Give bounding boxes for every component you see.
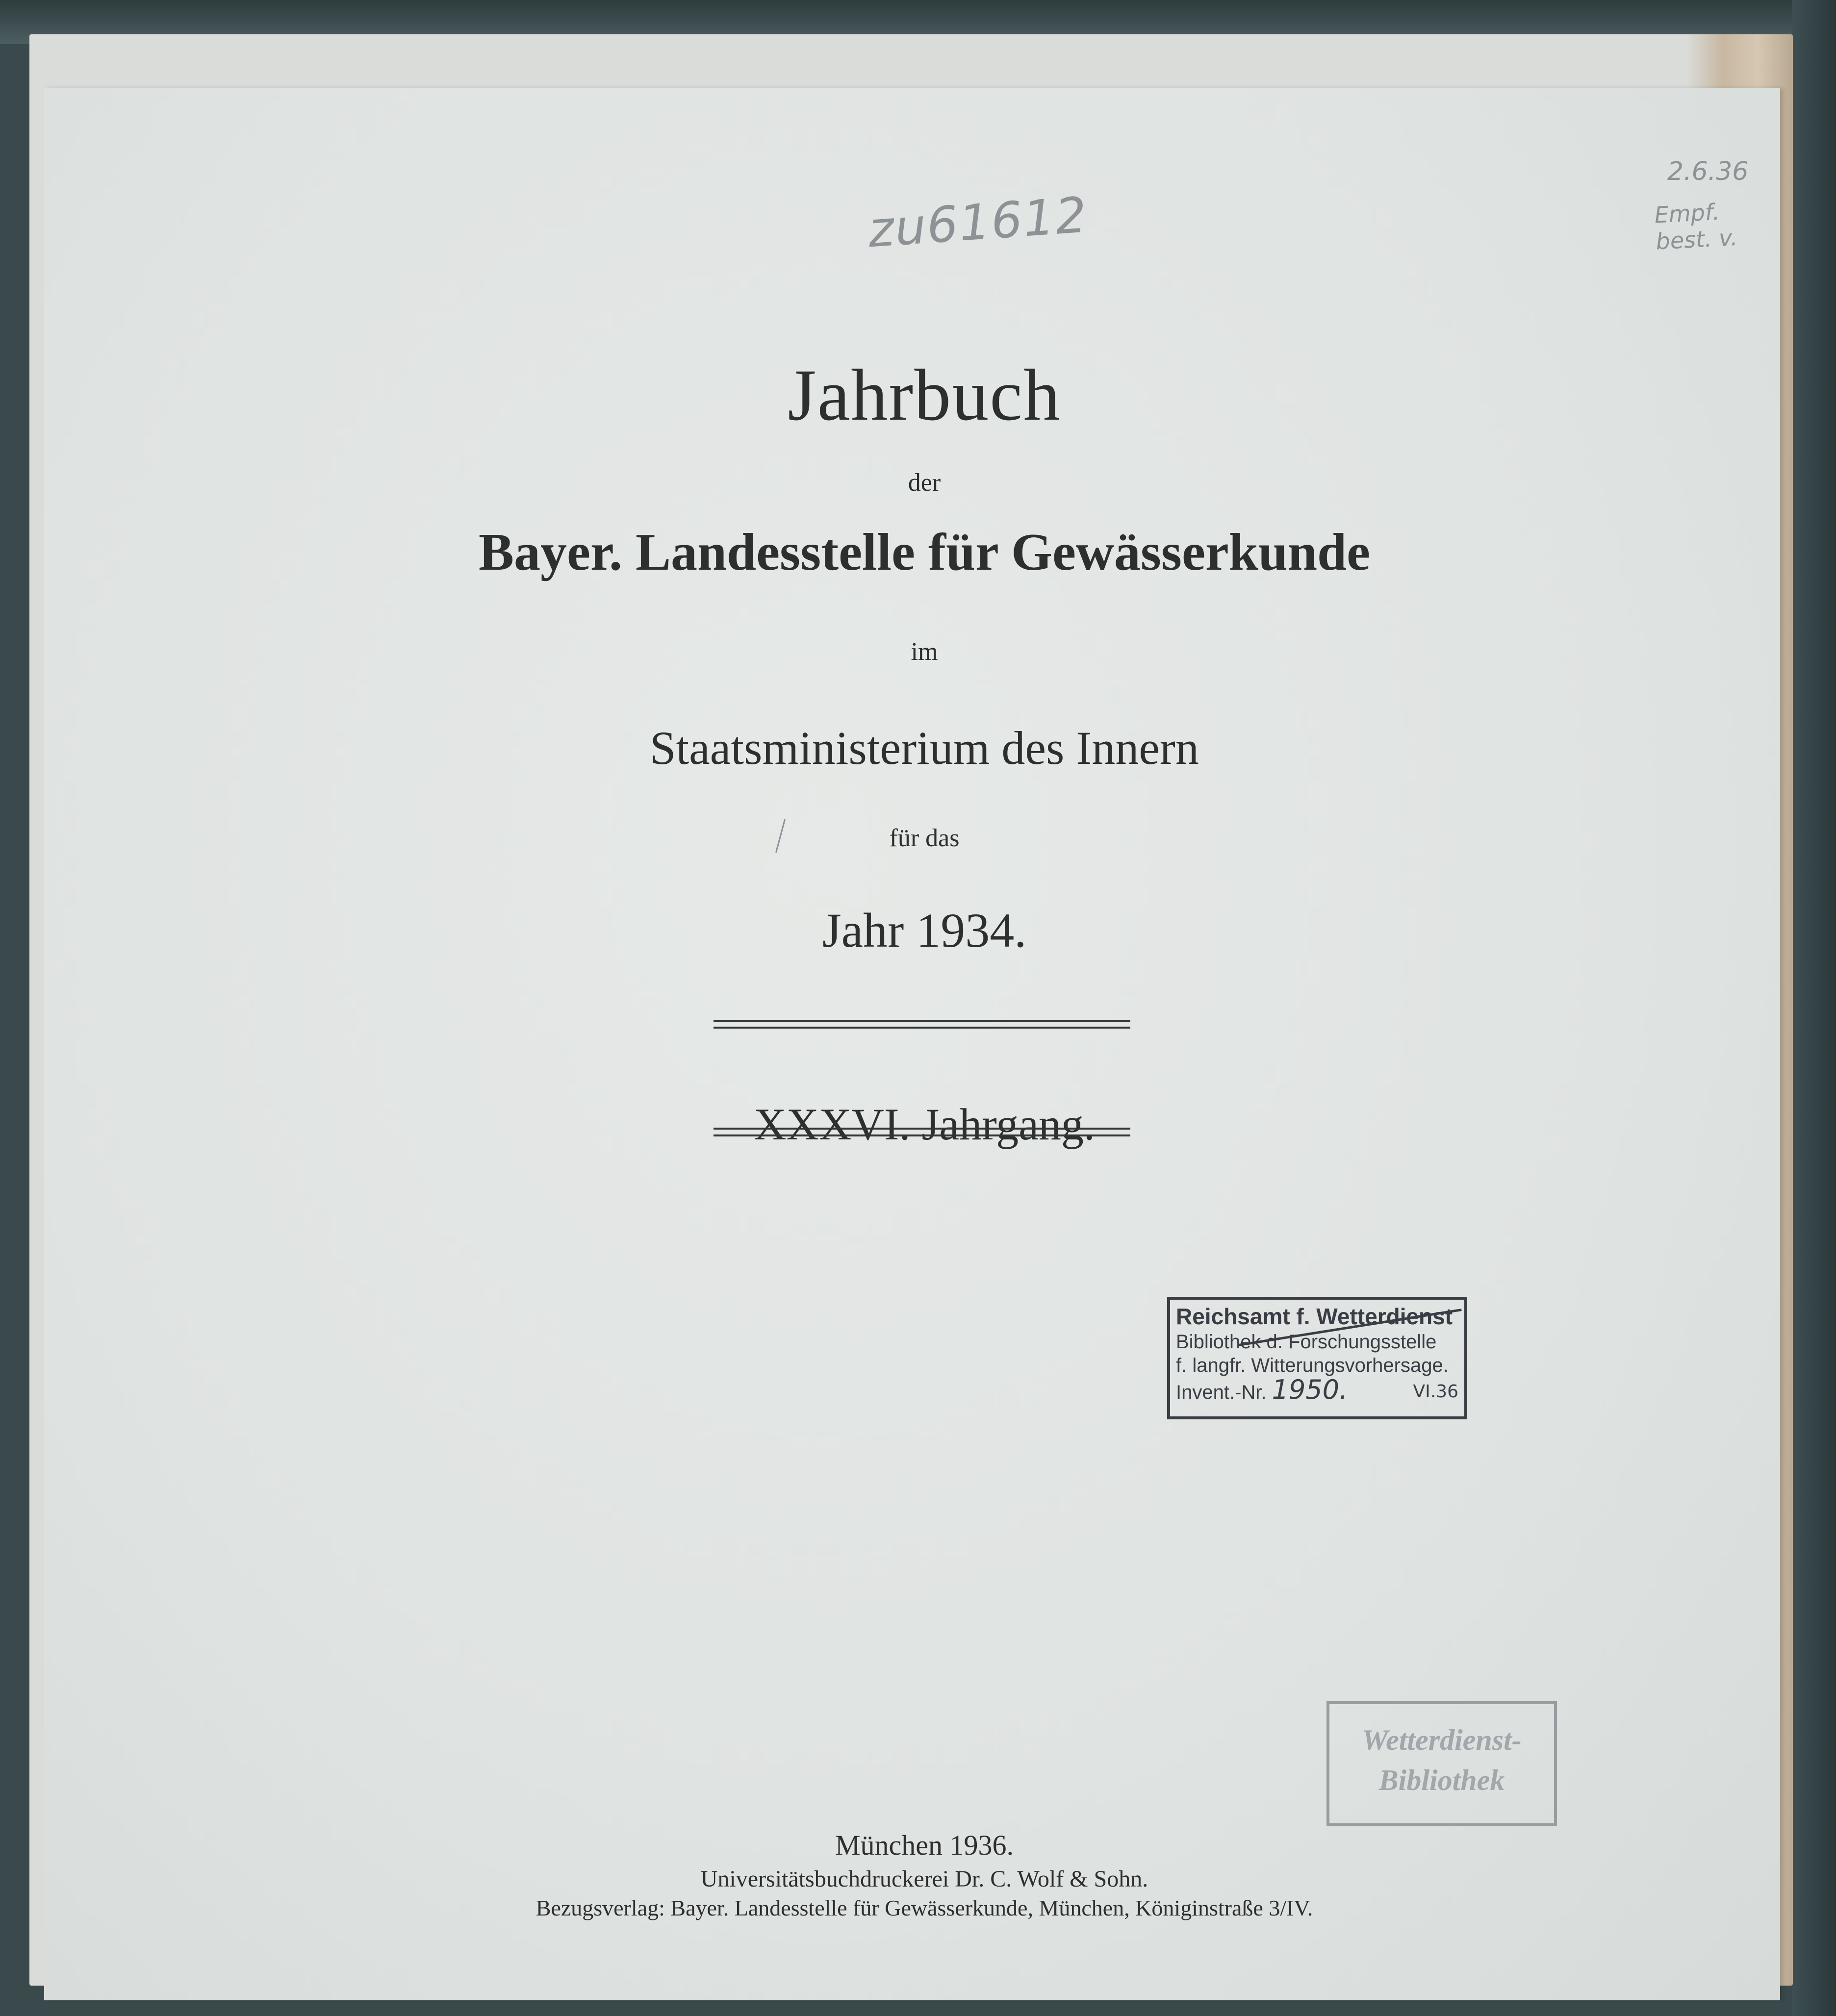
weather-stamp-line-2: Bibliothek bbox=[1378, 1764, 1505, 1796]
imprint-printer: Universitätsbuchdruckerei Dr. C. Wolf & Sohn. bbox=[700, 1866, 1148, 1892]
library-stamp bbox=[1167, 1297, 1467, 1419]
handwritten-date: 2.6.36 bbox=[1667, 157, 1749, 186]
handwritten-shelf-number: zu61612 bbox=[866, 186, 1090, 259]
inventory-number: 1950. bbox=[1272, 1374, 1348, 1405]
imprint-publisher: Bezugsverlag: Bayer. Landesstelle für Gewässerkunde, München, Königinstraße 3/IV. bbox=[536, 1895, 1313, 1920]
handwritten-note: Empf. best. v. bbox=[1654, 198, 1738, 255]
ministry-name: Staatsministerium des Innern bbox=[650, 722, 1199, 774]
title-im: im bbox=[911, 638, 938, 666]
stamp-line-1: Reichsamt f. Wetterdienst bbox=[1176, 1304, 1453, 1329]
book-cover-right bbox=[1792, 0, 1836, 2016]
double-rule-bottom-a bbox=[714, 1128, 1130, 1130]
title-der: der bbox=[908, 469, 941, 497]
weather-stamp-line-1: Wetterdienst- bbox=[1362, 1724, 1522, 1756]
imprint-city-year: München 1936. bbox=[835, 1829, 1014, 1861]
page-stack bbox=[29, 34, 1793, 1986]
book-title: Jahrbuch bbox=[788, 354, 1061, 436]
title-fuer-das: für das bbox=[889, 824, 960, 852]
double-rule-top-a bbox=[714, 1020, 1130, 1022]
weather-library-stamp bbox=[1326, 1701, 1557, 1826]
stamp-line-3: f. langfr. Witterungsvorhersage. bbox=[1176, 1355, 1449, 1376]
title-page bbox=[44, 88, 1780, 2000]
stamp-inventory-line bbox=[1176, 1374, 1458, 1405]
institution-name: Bayer. Landesstelle für Gewässerkunde bbox=[478, 523, 1371, 581]
volume-number: XXXVI. Jahrgang. bbox=[754, 1099, 1095, 1149]
double-rule-bottom-b bbox=[714, 1134, 1130, 1136]
inventory-label: Invent.-Nr. bbox=[1176, 1382, 1267, 1403]
inventory-date: VI.36 bbox=[1413, 1382, 1458, 1402]
double-rule-top-b bbox=[714, 1027, 1130, 1029]
publication-year: Jahr 1934. bbox=[822, 903, 1027, 958]
stamp-line-2: Bibliothek d. Forschungsstelle bbox=[1176, 1331, 1437, 1353]
